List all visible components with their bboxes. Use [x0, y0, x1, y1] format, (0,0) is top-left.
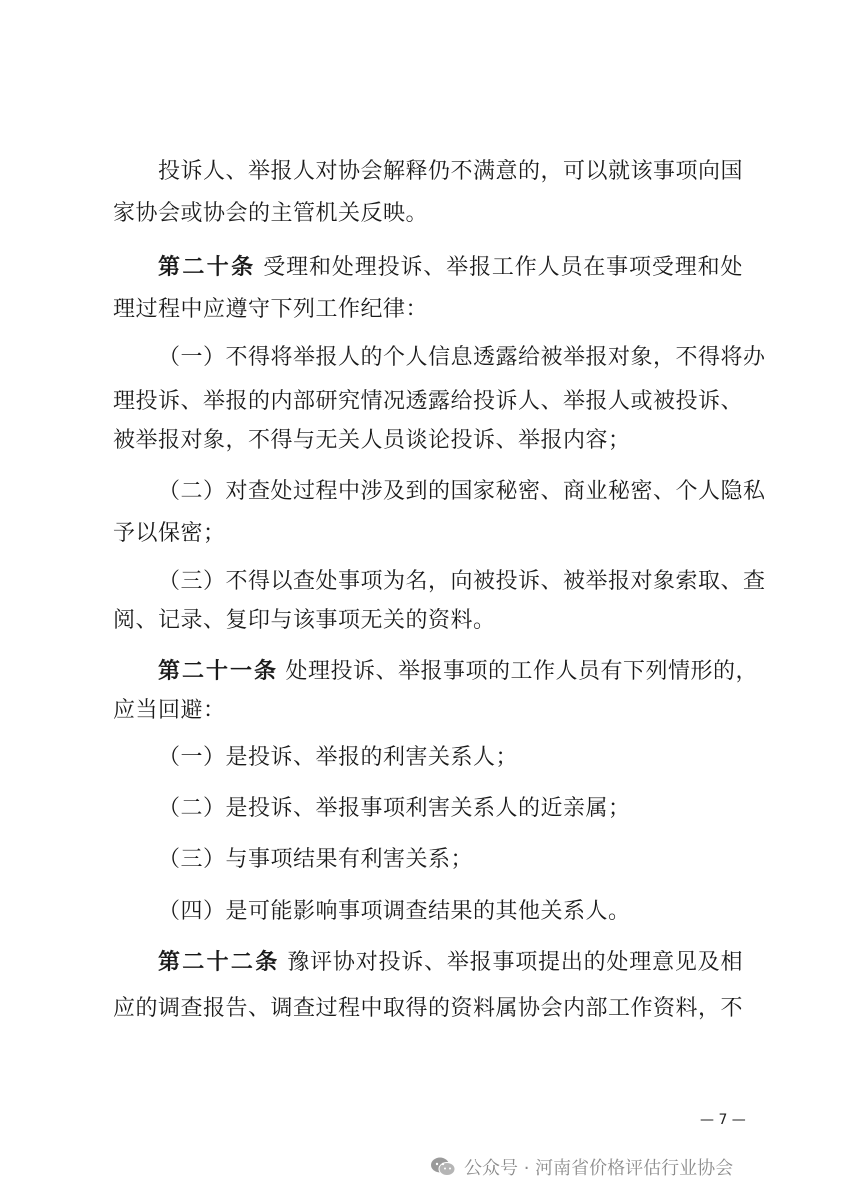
article-heading: 第二十一条	[158, 658, 279, 684]
paragraph-line: 家协会或协会的主管机关反映。	[113, 201, 429, 226]
paragraph-line: 阅、记录、复印与该事项无关的资料。	[113, 608, 496, 633]
article-heading: 第二十二条	[158, 949, 280, 975]
list-item: （二）是投诉、举报事项利害关系人的近亲属；	[158, 796, 631, 821]
article-20-line	[158, 253, 743, 282]
list-item: （一）是投诉、举报的利害关系人；	[158, 745, 519, 770]
paragraph-line: 应当回避：	[113, 698, 226, 723]
paragraph-line: 被举报对象，不得与无关人员谈论投诉、举报内容；	[113, 428, 631, 453]
paragraph-line: （三）不得以查处事项为名，向被投诉、被举报对象索取、查	[158, 569, 766, 594]
article-21-line	[158, 657, 759, 686]
paragraph-line: 予以保密；	[113, 521, 226, 546]
list-item: （四）是可能影响事项调查结果的其他关系人。	[158, 899, 631, 924]
article-text: 处理投诉、举报事项的工作人员有下列情形的，	[285, 659, 759, 684]
article-heading: 第二十条	[158, 254, 256, 280]
paragraph-line: 理过程中应遵守下列工作纪律：	[113, 297, 429, 322]
paragraph-line: （二）对查处过程中涉及到的国家秘密、商业秘密、个人隐私	[158, 479, 766, 504]
watermark-text: 公众号 · 河南省价格评估行业协会	[464, 1158, 734, 1179]
paragraph-line: 应的调查报告、调查过程中取得的资料属协会内部工作资料，不	[113, 996, 744, 1021]
page-number: — 7 —	[700, 1112, 746, 1128]
list-item: （三）与事项结果有利害关系；	[158, 847, 474, 872]
article-22-line	[158, 948, 743, 977]
article-text: 受理和处理投诉、举报工作人员在事项受理和处	[263, 255, 743, 280]
watermark	[430, 1152, 733, 1182]
wechat-icon	[430, 1156, 456, 1178]
article-text: 豫评协对投诉、举报事项提出的处理意见及相	[287, 950, 743, 975]
paragraph-line: 投诉人、举报人对协会解释仍不满意的，可以就该事项向国	[158, 159, 744, 184]
paragraph-line: （一）不得将举报人的个人信息透露给被举报对象，不得将办	[158, 345, 766, 370]
paragraph-line: 理投诉、举报的内部研究情况透露给投诉人、举报人或被投诉、	[113, 389, 744, 414]
